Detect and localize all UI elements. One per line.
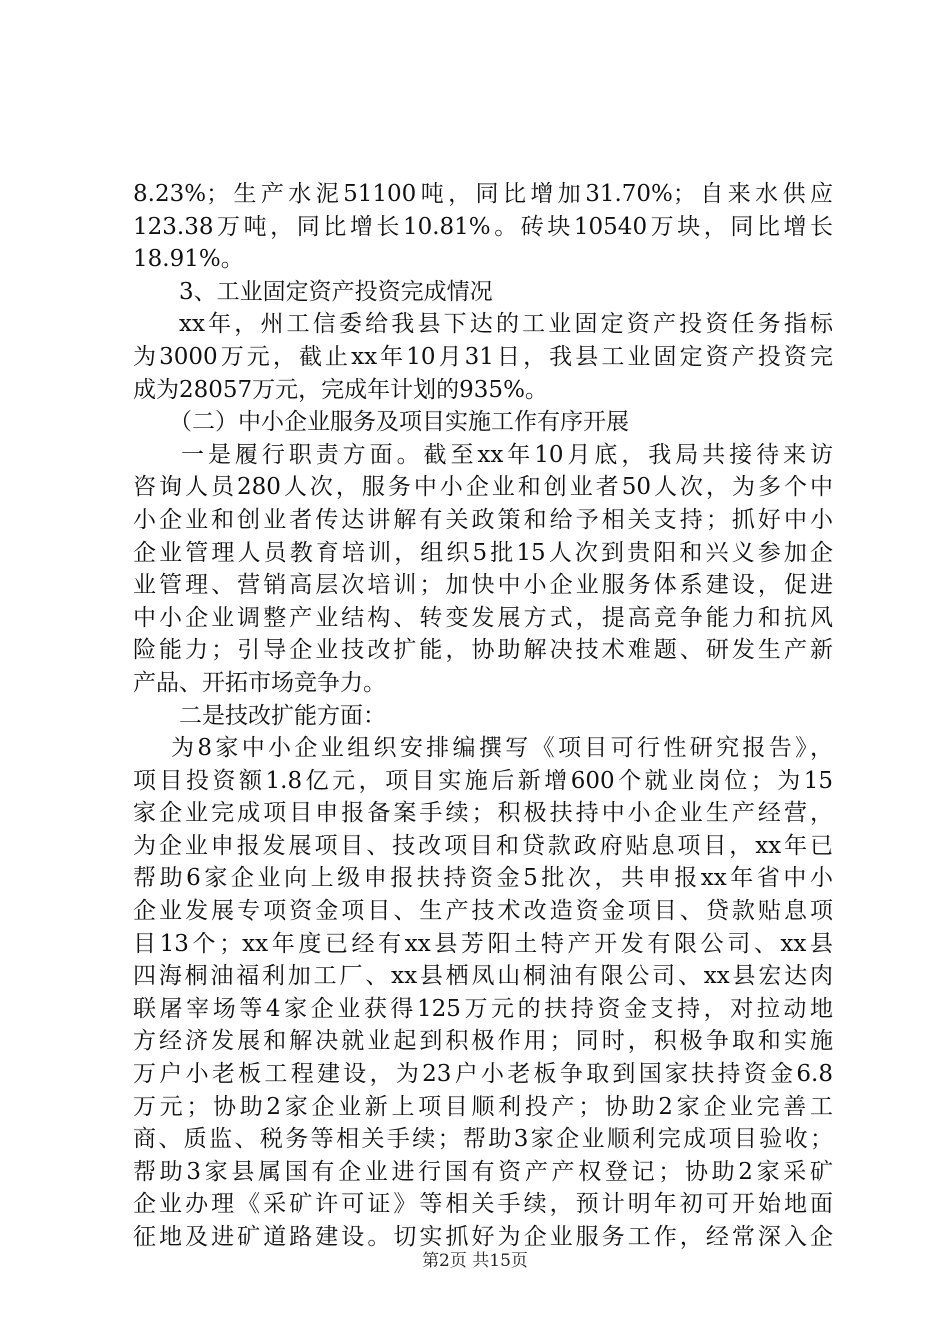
text-line: 方经济发展和解决就业起到积极作用；同时，积极争取和实施 [133, 1028, 833, 1055]
section-heading: 3、工业固定资产投资完成情况 [179, 278, 493, 305]
text-line: 小企业和创业者传达讲解有关政策和给予相关支持；抓好中小 [133, 506, 833, 533]
text-line: 成为28057万元，完成年计划的935%。 [133, 376, 548, 403]
text-line: 项目投资额1.8亿元，项目实施后新增600个就业岗位；为15 [133, 767, 833, 794]
text-line: 征地及进矿道路建设。切实抓好为企业服务工作，经常深入企 [133, 1224, 833, 1250]
text-line: 万户小老板工程建设，为23户小老板争取到国家扶持资金6.8 [133, 1061, 833, 1088]
text-line: 商、质监、税务等相关手续；帮助3家企业顺利完成项目验收； [133, 1126, 833, 1153]
text-line: 企业管理人员教育培训，组织5批15人次到贵阳和兴义参加企 [133, 539, 833, 566]
text-line: 为企业申报发展项目、技改项目和贷款政府贴息项目，xx年已 [133, 832, 833, 859]
page-number-footer: 第2页 共15页 [422, 1251, 528, 1271]
text-line: xx年，州工信委给我县下达的工业固定资产投资任务指标 [179, 311, 833, 338]
text-line: 帮助3家县属国有企业进行国有资产产权登记；协助2家采矿 [133, 1158, 833, 1185]
text-line: 联屠宰场等4家企业获得125万元的扶持资金支持，对拉动地 [133, 995, 833, 1022]
body-text [133, 178, 833, 1254]
text-line: 18.91%。 [133, 246, 244, 273]
text-line: 企业发展专项资金项目、生产技术改造资金项目、贷款贴息项 [133, 898, 833, 925]
text-line: 中小企业调整产业结构、转变发展方式，提高竞争能力和抗风 [133, 604, 833, 631]
text-line: 家企业完成项目申报备案手续；积极扶持中小企业生产经营， [133, 800, 833, 827]
text-line: 业管理、营销高层次培训；加快中小企业服务体系建设，促进 [133, 572, 833, 599]
text-line: 帮助6家企业向上级申报扶持资金5批次，共申报xx年省中小 [133, 865, 833, 892]
text-line: 企业办理《采矿许可证》等相关手续，预计明年初可开始地面 [133, 1191, 833, 1218]
text-line: 一是履行职责方面。截至xx年10月底，我局共接待来访 [181, 441, 833, 468]
section-heading: （二）中小企业服务及项目实施工作有序开展 [169, 409, 629, 436]
text-line: 险能力；引导企业技改扩能，协助解决技术难题、研发生产新 [133, 637, 833, 664]
text-line: 123.38万吨，同比增长10.81%。砖块10540万块，同比增长 [133, 213, 833, 240]
text-line: 四海桐油福利加工厂、xx县栖凤山桐油有限公司、xx县宏达肉 [133, 963, 833, 990]
text-line: 产品、开拓市场竞争力。 [133, 669, 386, 696]
text-line: 8.23%；生产水泥51100吨，同比增加31.70%；自来水供应 [133, 181, 833, 207]
text-line: 咨询人员280人次，服务中小企业和创业者50人次，为多个中 [133, 474, 833, 501]
text-line: 目13个；xx年度已经有xx县芳阳土特产开发有限公司、xx县 [133, 930, 833, 957]
text-line: 为8家中小企业组织安排编撰写《项目可行性研究报告》， [171, 735, 833, 762]
text-line: 二是技改扩能方面： [179, 702, 386, 729]
text-line: 为3000万元，截止xx年10月31日，我县工业固定资产投资完 [133, 343, 833, 370]
text-line: 万元；协助2家企业新上项目顺利投产；协助2家企业完善工 [133, 1093, 833, 1120]
